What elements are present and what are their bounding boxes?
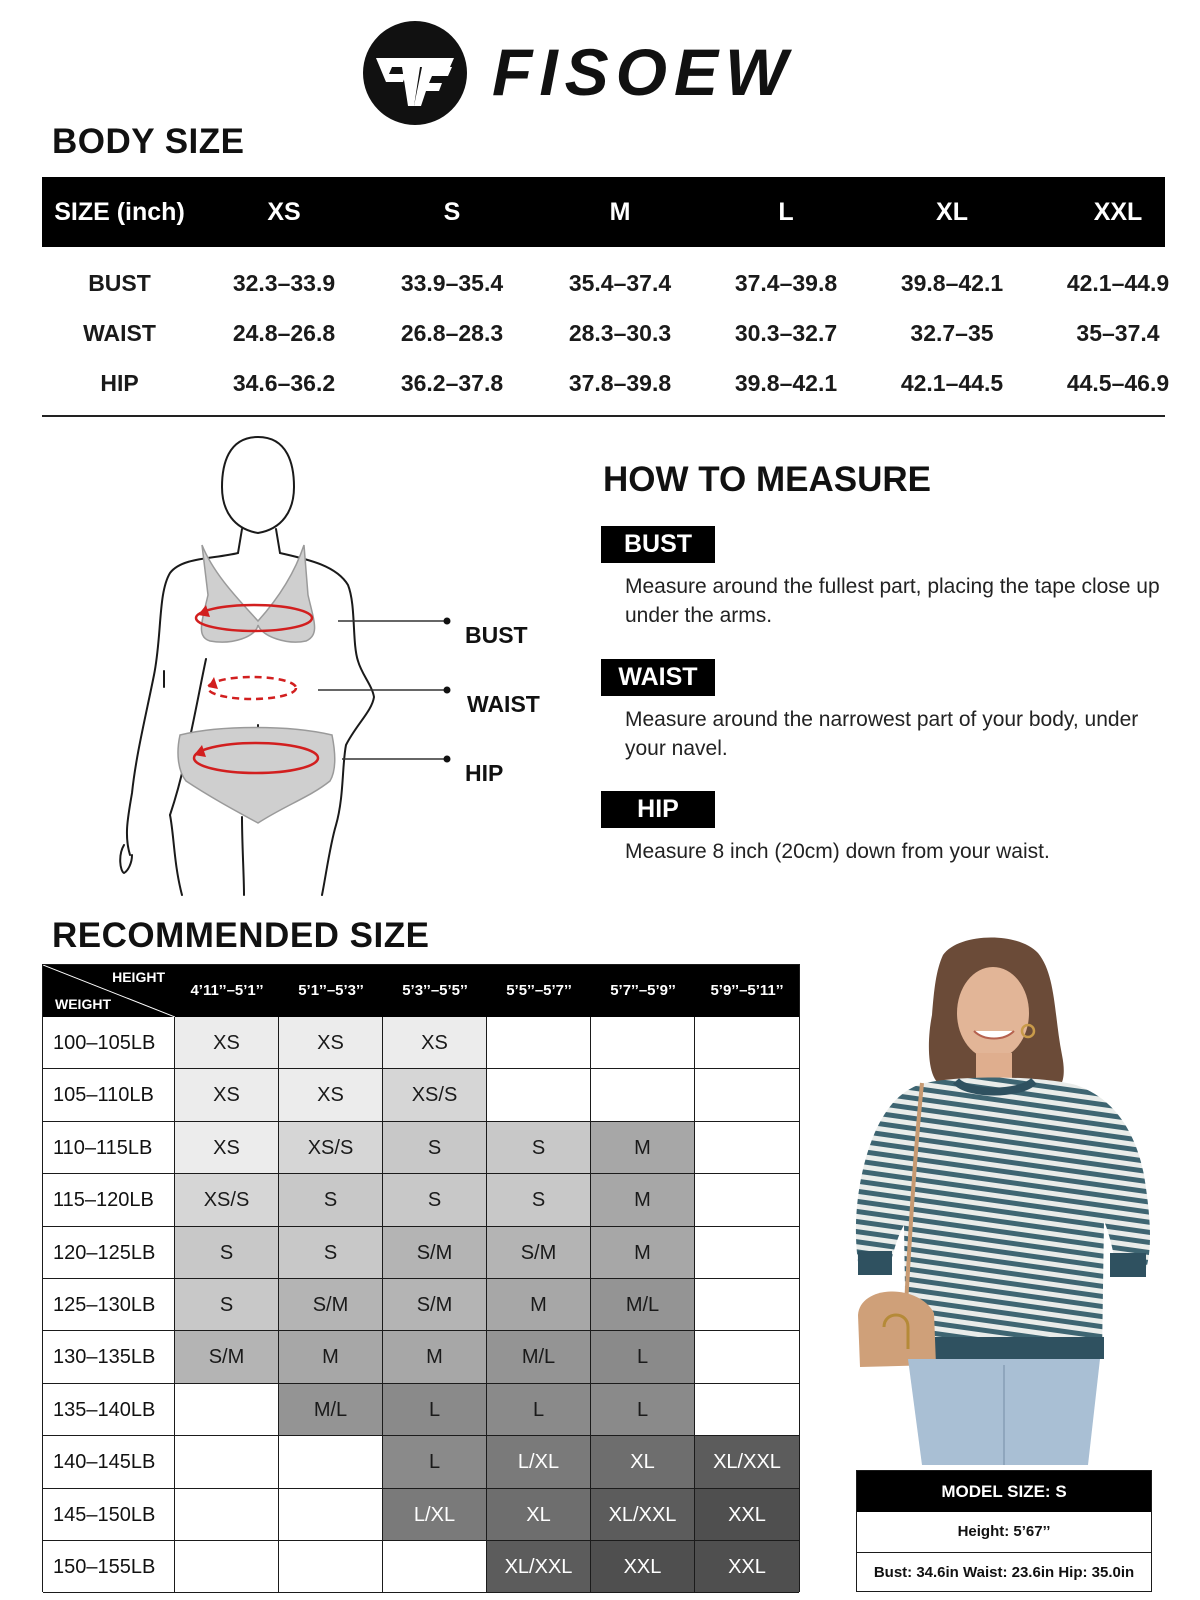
size-cell bbox=[695, 1227, 799, 1279]
size-cell bbox=[695, 1122, 799, 1174]
size-value: 33.9–35.4 bbox=[400, 270, 504, 296]
size-cell: M/L bbox=[487, 1331, 591, 1383]
size-value: 42.1–44.5 bbox=[900, 370, 1004, 396]
size-cell: M bbox=[383, 1331, 487, 1383]
size-cell: L bbox=[383, 1384, 487, 1436]
size-cell: S bbox=[279, 1174, 383, 1226]
height-col-header: 5’3’’–5’5’’ bbox=[402, 982, 468, 999]
size-cell bbox=[175, 1384, 279, 1436]
table-row bbox=[43, 1331, 799, 1383]
table-row bbox=[43, 1227, 799, 1279]
row-label: HIP bbox=[100, 370, 139, 396]
body-size-row-waist bbox=[42, 308, 1165, 358]
waist-pointer-label: WAIST bbox=[467, 691, 540, 717]
size-value: 28.3–30.3 bbox=[568, 320, 672, 346]
model-size-title: MODEL SIZE: S bbox=[857, 1471, 1151, 1512]
hip-pointer-label: HIP bbox=[465, 760, 504, 786]
size-cell: M bbox=[591, 1122, 695, 1174]
size-cell bbox=[695, 1017, 799, 1069]
weight-label: 145–150LB bbox=[43, 1489, 175, 1541]
size-value: 44.5–46.9 bbox=[1066, 370, 1170, 396]
size-cell: XS/S bbox=[279, 1122, 383, 1174]
size-cell: XL bbox=[487, 1489, 591, 1541]
size-cell: M/L bbox=[591, 1279, 695, 1331]
size-value: 39.8–42.1 bbox=[734, 370, 838, 396]
weight-label: 150–155LB bbox=[43, 1541, 175, 1593]
fisoew-logo-icon bbox=[362, 20, 468, 126]
size-cell: XS/S bbox=[383, 1069, 487, 1121]
weight-label: 110–115LB bbox=[43, 1122, 175, 1174]
size-value: 26.8–28.3 bbox=[400, 320, 504, 346]
model-measurements: Bust: 34.6in Waist: 23.6in Hip: 35.0in bbox=[873, 1564, 1135, 1581]
size-cell: M bbox=[591, 1174, 695, 1226]
size-cell: L/XL bbox=[487, 1436, 591, 1488]
size-cell bbox=[695, 1384, 799, 1436]
size-value: 35–37.4 bbox=[1076, 320, 1160, 346]
table-row bbox=[43, 1017, 799, 1069]
size-value: 36.2–37.8 bbox=[400, 370, 504, 396]
size-cell: S bbox=[487, 1122, 591, 1174]
size-value: 32.7–35 bbox=[910, 320, 994, 346]
height-col-header: 5’5’’–5’7’’ bbox=[506, 982, 572, 999]
table-row bbox=[43, 1122, 799, 1174]
weight-label: 115–120LB bbox=[43, 1174, 175, 1226]
size-value: 42.1–44.9 bbox=[1066, 270, 1170, 296]
size-cell: S/M bbox=[175, 1331, 279, 1383]
table-row bbox=[43, 1069, 799, 1121]
hip-description: Measure 8 inch (20cm) down from your waist. bbox=[625, 840, 1050, 863]
table-row bbox=[43, 1279, 799, 1331]
model-photo bbox=[848, 935, 1178, 1465]
size-col-header: XS bbox=[267, 198, 301, 226]
recommended-size-grid bbox=[42, 964, 800, 1592]
size-cell: XS bbox=[175, 1017, 279, 1069]
size-cell: L/XL bbox=[383, 1489, 487, 1541]
size-cell: XL/XXL bbox=[487, 1541, 591, 1593]
size-value: 24.8–26.8 bbox=[232, 320, 336, 346]
table-row bbox=[43, 1541, 799, 1593]
table-row bbox=[43, 1384, 799, 1436]
size-col-header: XL bbox=[936, 198, 968, 226]
size-cell: XS/S bbox=[175, 1174, 279, 1226]
grid-corner bbox=[43, 965, 175, 1017]
size-cell bbox=[695, 1174, 799, 1226]
waist-tag: WAIST bbox=[601, 659, 715, 696]
size-cell: XXL bbox=[591, 1541, 695, 1593]
size-value: 35.4–37.4 bbox=[568, 270, 672, 296]
waist-description: Measure around the narrowest part of your body, under your navel. bbox=[625, 708, 1139, 760]
table-row bbox=[43, 1174, 799, 1226]
size-cell bbox=[591, 1017, 695, 1069]
size-cell: S bbox=[279, 1227, 383, 1279]
size-col-header: L bbox=[778, 198, 794, 226]
size-cell: M/L bbox=[279, 1384, 383, 1436]
size-cell: S/M bbox=[383, 1279, 487, 1331]
body-size-row-bust bbox=[42, 258, 1170, 308]
size-cell: L bbox=[487, 1384, 591, 1436]
size-cell: S bbox=[175, 1227, 279, 1279]
table-row bbox=[43, 1436, 799, 1488]
size-cell: XXL bbox=[695, 1541, 799, 1593]
size-value: 37.4–39.8 bbox=[734, 270, 838, 296]
size-cell: M bbox=[487, 1279, 591, 1331]
size-cell: XS bbox=[175, 1122, 279, 1174]
size-cell: XXL bbox=[695, 1489, 799, 1541]
size-cell: S bbox=[487, 1174, 591, 1226]
size-cell: XL bbox=[591, 1436, 695, 1488]
brand-name: FISOEW bbox=[492, 35, 795, 109]
size-col-header: M bbox=[609, 198, 631, 226]
size-cell: XL/XXL bbox=[591, 1489, 695, 1541]
size-cell bbox=[175, 1489, 279, 1541]
table-row bbox=[43, 1489, 799, 1541]
body-size-row-hip bbox=[42, 358, 1170, 408]
body-size-header bbox=[42, 177, 1165, 247]
size-cell bbox=[591, 1069, 695, 1121]
weight-label: 105–110LB bbox=[43, 1069, 175, 1121]
size-cell bbox=[383, 1541, 487, 1593]
size-value: 32.3–33.9 bbox=[232, 270, 336, 296]
body-size-title: BODY SIZE bbox=[52, 122, 245, 161]
size-value: 39.8–42.1 bbox=[900, 270, 1004, 296]
size-cell bbox=[695, 1331, 799, 1383]
size-cell bbox=[175, 1541, 279, 1593]
size-cell: XL/XXL bbox=[695, 1436, 799, 1488]
size-value: 30.3–32.7 bbox=[734, 320, 838, 346]
size-cell: S/M bbox=[279, 1279, 383, 1331]
size-cell bbox=[279, 1489, 383, 1541]
size-cell bbox=[279, 1436, 383, 1488]
weight-label: 125–130LB bbox=[43, 1279, 175, 1331]
size-cell bbox=[695, 1279, 799, 1331]
weight-label: 140–145LB bbox=[43, 1436, 175, 1488]
size-cell bbox=[279, 1541, 383, 1593]
size-cell: S bbox=[383, 1174, 487, 1226]
size-cell: S/M bbox=[383, 1227, 487, 1279]
bust-description: Measure around the fullest part, placing the tape close up under the arms. bbox=[625, 575, 1160, 627]
weight-label: 120–125LB bbox=[43, 1227, 175, 1279]
size-cell: L bbox=[591, 1331, 695, 1383]
size-cell: S bbox=[175, 1279, 279, 1331]
hip-tag: HIP bbox=[601, 791, 715, 828]
size-cell: L bbox=[383, 1436, 487, 1488]
height-col-header: 4’11’’–5’1’’ bbox=[190, 982, 264, 999]
size-cell: S bbox=[383, 1122, 487, 1174]
corner-weight-label: WEIGHT bbox=[55, 996, 111, 1012]
size-col-header: S bbox=[443, 198, 461, 226]
weight-label: 100–105LB bbox=[43, 1017, 175, 1069]
size-cell bbox=[487, 1017, 591, 1069]
size-cell bbox=[175, 1436, 279, 1488]
size-col-header: XXL bbox=[1093, 198, 1143, 226]
bust-pointer-label: BUST bbox=[465, 622, 528, 648]
recommended-size-title: RECOMMENDED SIZE bbox=[52, 916, 430, 955]
size-cell bbox=[695, 1069, 799, 1121]
size-cell: M bbox=[591, 1227, 695, 1279]
size-cell: XS bbox=[279, 1069, 383, 1121]
height-col-header: 5’7’’–5’9’’ bbox=[610, 982, 676, 999]
row-label: WAIST bbox=[83, 320, 156, 346]
grid-header bbox=[43, 965, 799, 1017]
size-cell: M bbox=[279, 1331, 383, 1383]
model-height: Height: 5’67’’ bbox=[957, 1523, 1051, 1540]
corner-height-label: HEIGHT bbox=[112, 969, 165, 985]
size-unit-header: SIZE (inch) bbox=[54, 198, 185, 226]
size-value: 37.8–39.8 bbox=[568, 370, 672, 396]
size-value: 34.6–36.2 bbox=[232, 370, 336, 396]
how-to-measure-title: HOW TO MEASURE bbox=[603, 460, 931, 499]
weight-label: 135–140LB bbox=[43, 1384, 175, 1436]
size-cell: XS bbox=[279, 1017, 383, 1069]
model-size-box bbox=[856, 1470, 1152, 1592]
size-cell: L bbox=[591, 1384, 695, 1436]
size-cell: XS bbox=[175, 1069, 279, 1121]
section-divider bbox=[42, 415, 1165, 417]
weight-label: 130–135LB bbox=[43, 1331, 175, 1383]
row-label: BUST bbox=[88, 270, 151, 296]
height-col-header: 5’1’’–5’3’’ bbox=[298, 982, 364, 999]
body-measurement-figure bbox=[110, 425, 560, 905]
bust-tag: BUST bbox=[601, 526, 715, 563]
size-cell: XS bbox=[383, 1017, 487, 1069]
size-cell bbox=[487, 1069, 591, 1121]
height-col-header: 5’9’’–5’11’’ bbox=[710, 982, 784, 999]
size-cell: S/M bbox=[487, 1227, 591, 1279]
